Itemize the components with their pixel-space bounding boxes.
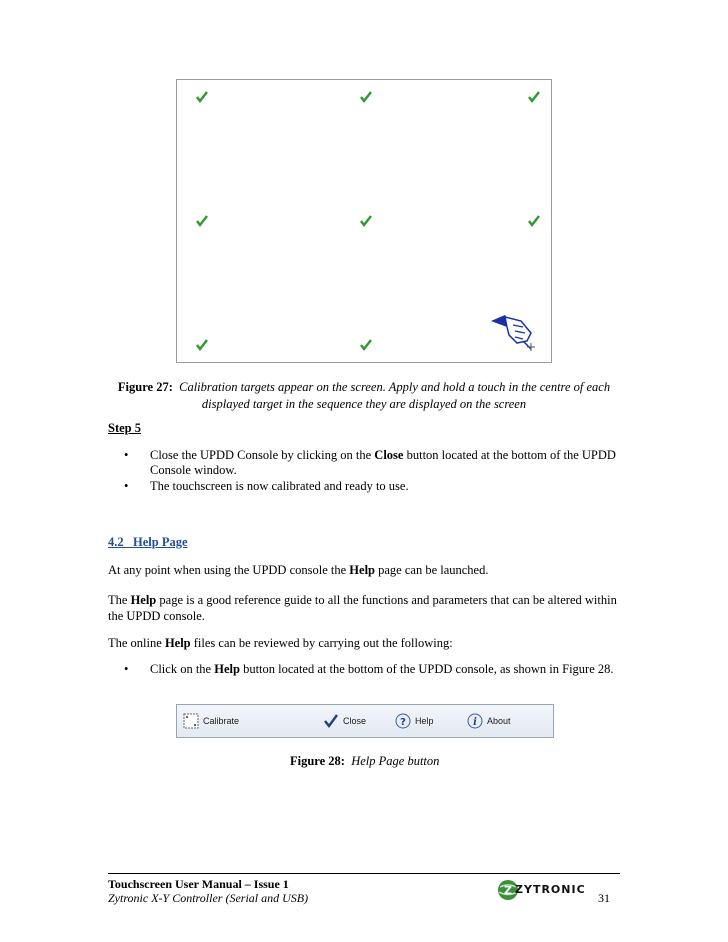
calibrate-button[interactable]: Calibrate <box>183 713 239 729</box>
info-icon <box>467 713 483 729</box>
bullet-icon: • <box>124 479 129 493</box>
bullet-icon: • <box>124 662 129 676</box>
page-number: 31 <box>598 891 610 905</box>
paragraph: At any point when using the UPDD console the Help page can be launched. <box>108 563 489 577</box>
updd-console-toolbar <box>176 704 554 738</box>
help-question-icon <box>395 713 411 729</box>
svg-text:i: i <box>473 717 477 728</box>
calibration-target-icon <box>359 338 373 352</box>
calibration-target-icon <box>359 214 373 228</box>
close-button[interactable]: Close <box>323 713 366 729</box>
footer-subtitle: Zytronic X-Y Controller (Serial and USB) <box>108 891 309 905</box>
checkmark-icon <box>323 713 339 729</box>
figure-label: Figure 27: <box>117 380 173 394</box>
zytronic-logo <box>497 879 587 901</box>
calibration-target-icon <box>527 214 541 228</box>
calibration-target-icon <box>359 90 373 104</box>
pointing-hand-icon <box>487 311 539 355</box>
svg-text:?: ? <box>400 717 406 728</box>
calibration-target-icon <box>195 90 209 104</box>
section-heading: 4.2 Help Page <box>108 535 188 549</box>
figure-27-caption <box>108 379 620 413</box>
calibration-target-icon <box>527 90 541 104</box>
caption-text: displayed target in the sequence they are displayed on the screen <box>201 397 527 411</box>
calibration-target-icon <box>195 338 209 352</box>
bullet-icon: • <box>124 448 129 462</box>
calibration-target-icon <box>195 214 209 228</box>
svg-text:Z: Z <box>504 884 512 897</box>
calibration-screen <box>176 79 552 363</box>
about-button[interactable]: i About <box>467 713 511 729</box>
help-button[interactable]: ? Help <box>395 713 434 729</box>
step-heading: Step 5 <box>108 421 141 435</box>
logo-text: ZYTRONIC <box>515 883 586 896</box>
figure-28-caption: Figure 28: Help Page button <box>290 754 440 768</box>
footer-divider <box>108 873 620 874</box>
caption-text: Calibration targets appear on the screen. Apply and hold a touch in the centre of each <box>179 380 611 394</box>
footer-title: Touchscreen User Manual – Issue 1 <box>108 877 289 891</box>
paragraph: The Help page is a good reference guide to all the functions and parameters that can be altered within the UPDD console. <box>108 593 617 623</box>
paragraph: The online Help files can be reviewed by carrying out the following: <box>108 636 453 650</box>
calibrate-icon <box>183 713 199 729</box>
